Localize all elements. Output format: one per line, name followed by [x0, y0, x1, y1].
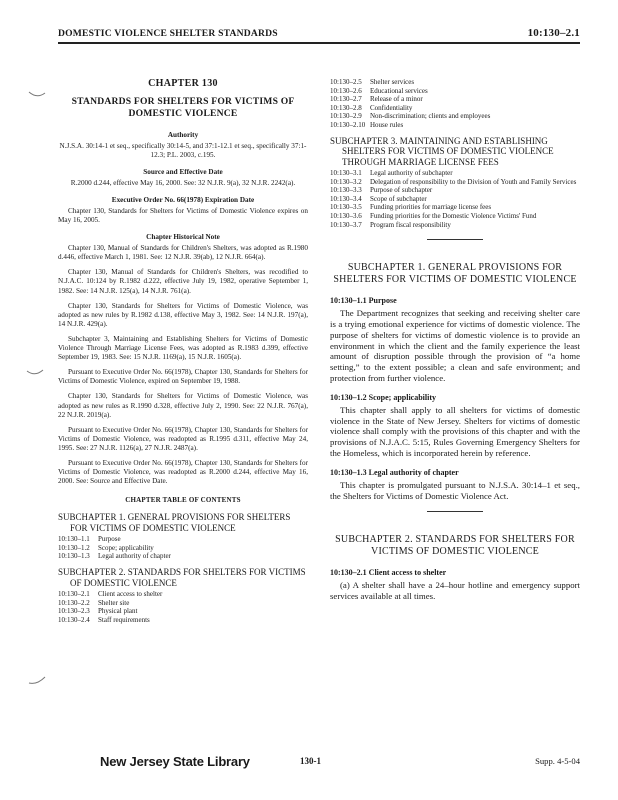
source-text: R.2000 d.244, effective May 16, 2000. See: 32 N.J.R. 9(a), 32 N.J.R. 2242(a). — [70, 179, 296, 187]
margin-mark-icon — [26, 368, 44, 378]
toc-entry-title: Legal authority of chapter — [98, 552, 171, 561]
margin-mark-icon — [28, 90, 46, 100]
toc-entry-number: 10:130–2.1 — [58, 590, 90, 599]
toc-entry-title: Client access to shelter — [98, 590, 163, 599]
toc-entry[interactable] — [330, 169, 580, 178]
toc-entry-number: 10:130–3.1 — [330, 169, 362, 178]
toc-entry-number: 10:130–1.3 — [58, 552, 90, 561]
toc-entry-number: 10:130–2.8 — [330, 103, 362, 112]
toc-entry[interactable] — [58, 590, 308, 599]
section-divider — [427, 511, 483, 512]
header-title: DOMESTIC VIOLENCE SHELTER STANDARDS — [58, 28, 278, 39]
margin-mark-icon — [28, 676, 46, 686]
toc-entry-number: 10:130–2.5 — [330, 78, 362, 86]
toc-entry[interactable] — [330, 87, 580, 96]
toc-entry-title: Educational services — [370, 86, 428, 95]
toc-entry[interactable] — [330, 95, 580, 104]
toc-entry-title: Shelter services — [370, 78, 415, 86]
toc-entry[interactable] — [330, 178, 580, 187]
source-heading: Source and Effective Date — [143, 168, 223, 176]
toc-subchapter-2[interactable]: SUBCHAPTER 2. STANDARDS FOR SHELTERS FOR VICTIMS OF DOMESTIC VIOLENCE — [58, 567, 306, 588]
section-1-2-heading: 10:130–1.2 Scope; applicability — [330, 392, 437, 402]
toc-entry-title: Staff requirements — [98, 615, 150, 624]
toc-entry-number: 10:130–2.9 — [330, 112, 362, 121]
chapter-title: STANDARDS FOR SHELTERS FOR VICTIMS OF DOMESTIC VIOLENCE — [71, 96, 295, 119]
toc-entry-title: Purpose of subchapter — [370, 186, 433, 195]
toc-entry[interactable] — [330, 121, 580, 130]
toc-entry-number: 10:130–2.3 — [58, 607, 90, 616]
toc-entry[interactable] — [58, 607, 308, 616]
toc-entry-number: 10:130–2.6 — [330, 86, 362, 95]
right-column — [330, 78, 580, 611]
toc-entry-number: 10:130–3.5 — [330, 203, 362, 212]
toc-entry-number: 10:130–3.6 — [330, 212, 362, 221]
running-header — [58, 26, 580, 44]
toc-entry-number: 10:130–3.4 — [330, 194, 362, 203]
authority-text: N.J.S.A. 30:14-1 et seq., specifically 30:14-5, and 37:1-12.1 et seq., specifically 37:1-12.3; P.L. 2003, c.195. — [59, 142, 307, 159]
toc-entry[interactable] — [330, 186, 580, 195]
toc-entry[interactable] — [330, 203, 580, 212]
header-section-number: 10:130–2.1 — [527, 27, 580, 39]
toc-entry[interactable] — [330, 221, 580, 230]
toc-entry-number: 10:130–1.1 — [58, 535, 90, 544]
toc-entry[interactable] — [58, 552, 308, 561]
toc-entry[interactable] — [330, 104, 580, 113]
toc-entry-number: 10:130–1.2 — [58, 543, 90, 552]
library-stamp: New Jersey State Library — [100, 754, 250, 769]
history-heading: Chapter Historical Note — [146, 233, 220, 242]
eo-heading: Executive Order No. 66(1978) Expiration Date — [111, 196, 255, 204]
toc-entry-title: Legal authority of subchapter — [370, 169, 453, 178]
toc-entry-title: Funding priorities for the Domestic Violence Victims' Fund — [370, 212, 537, 221]
toc-entry-title: Funding priorities for marriage license fees — [370, 203, 492, 212]
toc-entry-number: 10:130–2.10 — [330, 120, 366, 129]
toc-entry-title: Non-discrimination; clients and employees — [370, 112, 491, 121]
toc-entry-number: 10:130–3.7 — [330, 220, 362, 229]
section-divider — [427, 239, 483, 240]
subchapter-2-heading: SUBCHAPTER 2. STANDARDS FOR SHELTERS FOR VICTIMS OF DOMESTIC VIOLENCE — [335, 534, 575, 558]
chapter-number: CHAPTER 130 — [148, 78, 218, 89]
toc-entry[interactable] — [330, 112, 580, 121]
section-2-1-text: (a) A shelter shall have a 24–hour hotline and emergency support services available at all times. — [330, 580, 580, 602]
section-1-1-text: The Department recognizes that seeking and receiving shelter care is a trying emotional experience for victims of domestic violence. The purpose of shelters for victims of domestic violence is to provide an environment in which the client and the family experience the least amount of disruption possible through the provision of “a home setting,” to the extent possible; a clean and safe environment; and protection from further violence. — [330, 308, 580, 383]
subchapter-1-heading: SUBCHAPTER 1. GENERAL PROVISIONS FOR SHELTERS FOR VICTIMS OF DOMESTIC VIOLENCE — [333, 262, 577, 286]
toc-entry-number: 10:130–3.3 — [330, 186, 362, 195]
toc-entry-title: Shelter site — [98, 598, 130, 607]
toc-entry-title: Physical plant — [98, 607, 138, 616]
toc-entry-title: Purpose — [98, 535, 121, 544]
left-column — [58, 78, 308, 624]
toc-entry[interactable] — [330, 195, 580, 204]
toc-entry-title: House rules — [370, 120, 404, 129]
history-note: Pursuant to Executive Order No. 66(1978), Chapter 130, Standards for Shelters for Victims of Domestic Violence, was readopted as R.2000 d.244, effective May 16, 2000. See: Source and Effective Date. — [58, 458, 308, 486]
toc-entry[interactable] — [58, 616, 308, 625]
toc-entry[interactable] — [330, 212, 580, 221]
section-2-1-heading: 10:130–2.1 Client access to shelter — [330, 568, 447, 578]
supplement-date: Supp. 4-5-04 — [535, 756, 580, 766]
toc-entry-number: 10:130–2.4 — [58, 615, 90, 624]
history-note: Chapter 130, Standards for Shelters for Victims of Domestic Violence, was adopted as new rules as R.1990 d.328, effective July 2, 1990. See: 22 N.J.R. 767(a), 22 N.J.R. 2019(a). — [58, 392, 308, 419]
toc-entry[interactable] — [330, 78, 580, 87]
page-footer — [0, 752, 618, 776]
page-number: 130-1 — [300, 756, 321, 766]
history-note: Chapter 130, Manual of Standards for Children's Shelters, was adopted as R.1980 d.446, effective March 1, 1981. See: 12 N.J.R. 39(ab), 12 N.J.R. 664(a). — [58, 244, 308, 262]
section-1-2-text: This chapter shall apply to all shelters for victims of domestic violence in the State of New Jersey. Shelters for victims of domestic violence shall comply with the provisions of this chapter and with the provisions of N.J.A.C. 5:15, Rules Governing Emergency Shelters for the Homeless, which is incorporated herein by reference. — [330, 404, 580, 458]
authority-heading: Authority — [167, 131, 199, 139]
toc-entry[interactable] — [58, 544, 308, 553]
toc-entry-title: Delegation of responsibility to the Division of Youth and Family Services — [370, 177, 577, 186]
section-1-3-text: This chapter is promulgated pursuant to N.J.S.A. 30:14–1 et seq., the Shelters for Victims of Domestic Violence Act. — [330, 479, 580, 501]
toc-entry-title: Program fiscal responsibility — [370, 220, 451, 229]
toc-subchapter-3[interactable]: SUBCHAPTER 3. MAINTAINING AND ESTABLISHING SHELTERS FOR VICTIMS OF DOMESTIC VIOLENCE THROUGH MARRIAGE LICENSE FEES — [330, 135, 554, 167]
toc-entry-title: Release of a minor — [370, 95, 423, 104]
toc-entry-number: 10:130–3.2 — [330, 177, 362, 186]
history-note: Chapter 130, Manual of Standards for Children's Shelters, was recodified to N.J.A.C. 10:124 by R.1982 d.222, effective July 19, 1982, operative September 1, 1982. See: 14 N.J.R. 125(a), 14 N.J.R. 761(a). — [58, 268, 308, 295]
section-1-1-heading: 10:130–1.1 Purpose — [330, 296, 397, 306]
history-note: Chapter 130, Standards for Shelters for Victims of Domestic Violence, was adopted as new rules by R.1982 d.138, effective May 3, 1982. See: 14 N.J.R. 197(a), 14 N.J.R. 429(a). — [58, 301, 308, 328]
toc-entry[interactable] — [58, 599, 308, 608]
section-1-3-heading: 10:130–1.3 Legal authority of chapter — [330, 467, 459, 477]
toc-heading: CHAPTER TABLE OF CONTENTS — [125, 496, 241, 505]
history-note: Subchapter 3, Maintaining and Establishing Shelters for Victims of Domestic Violence Through Marriage License Fees, was adopted as R.1983 d.399, effective September 19, 1983. See: 15 N.J.R. 1169(a), 15 N.J.R. 1605(a). — [58, 334, 308, 362]
toc-entry-title: Scope of subchapter — [370, 194, 427, 203]
toc-entry-number: 10:130–2.7 — [330, 95, 362, 104]
toc-entry-number: 10:130–2.2 — [58, 598, 90, 607]
toc-entry-title: Scope; applicability — [98, 543, 154, 552]
history-note: Pursuant to Executive Order No. 66(1978), Chapter 130, Standards for Shelters for Victims of Domestic Violence, was readopted as R.1995 d.311, effective May 24, 1995. See: 27 N.J.R. 1126(a), 27 N.J.R. 2487(a). — [58, 425, 308, 452]
toc-subchapter-1[interactable]: SUBCHAPTER 1. GENERAL PROVISIONS FOR SHELTERS FOR VICTIMS OF DOMESTIC VIOLENCE — [58, 512, 291, 533]
toc-entry[interactable] — [58, 535, 308, 544]
eo-text: Chapter 130, Standards for Shelters for Victims of Domestic Violence expires on May 16, 2005. — [58, 207, 308, 225]
history-note: Pursuant to Executive Order No. 66(1978), Chapter 130, Standards for Shelters for Victims of Domestic Violence, expired on September 19, 1988. — [58, 368, 308, 386]
toc-entry-title: Confidentiality — [370, 103, 413, 112]
